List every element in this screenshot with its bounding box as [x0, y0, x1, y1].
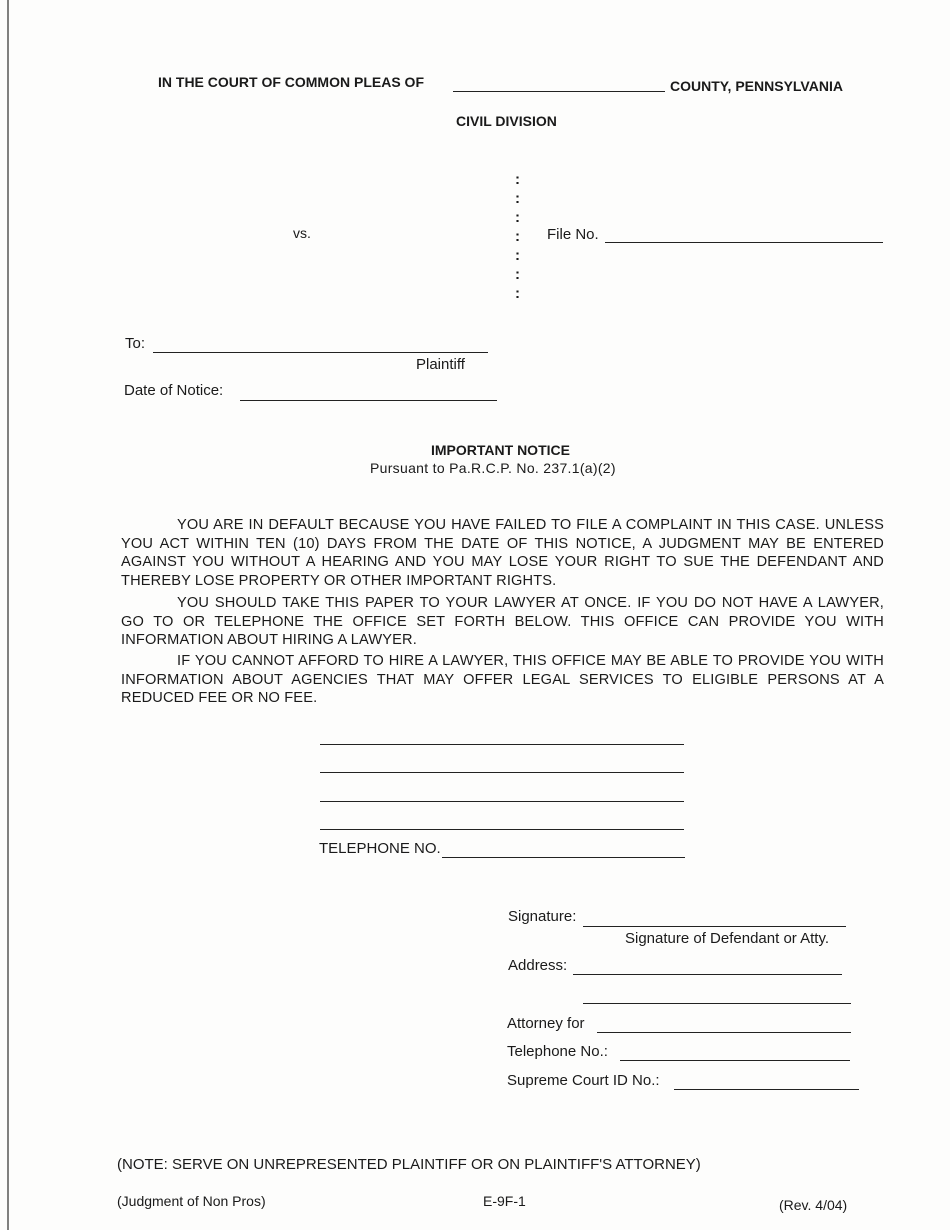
county-suffix: COUNTY, PENNSYLVANIA — [670, 78, 843, 94]
date-of-notice-label: Date of Notice: — [124, 382, 224, 399]
plaintiff-caption: Plaintiff — [416, 356, 465, 373]
address-label: Address: — [508, 957, 568, 974]
versus-label: vs. — [293, 225, 311, 241]
revision-date: (Rev. 4/04) — [779, 1197, 848, 1213]
office-address-line-1[interactable] — [320, 744, 684, 745]
supreme-court-id-field[interactable] — [674, 1089, 859, 1090]
court-prefix: IN THE COURT OF COMMON PLEAS OF — [158, 74, 424, 90]
office-address-line-4[interactable] — [320, 829, 684, 830]
service-note: (NOTE: SERVE ON UNREPRESENTED PLAINTIFF OR ON PLAINTIFF'S ATTORNEY) — [117, 1156, 701, 1173]
to-label: To: — [125, 335, 146, 352]
signature-label: Signature: — [508, 908, 577, 925]
address-field-1[interactable] — [573, 974, 842, 975]
civil-division-title: CIVIL DIVISION — [456, 113, 557, 129]
office-telephone-label: TELEPHONE NO. — [319, 840, 441, 857]
signature-field[interactable] — [583, 926, 846, 927]
form-number: E-9F-1 — [483, 1193, 526, 1209]
page-left-margin-line — [7, 0, 9, 1230]
notice-paragraph-2: YOU SHOULD TAKE THIS PAPER TO YOUR LAWYER AT ONCE. IF YOU DO NOT HAVE A LAWYER, GO TO OR TELEPHONE THE OFFICE SET FORTH BELOW. THIS OFFICE CAN PROVIDE YOU WITH INFORMATION ABOUT HIRING A LAWYER. — [121, 595, 884, 648]
office-telephone-field[interactable] — [442, 857, 685, 858]
attorney-for-label: Attorney for — [507, 1015, 585, 1032]
telephone-no-field[interactable] — [620, 1060, 850, 1061]
address-field-2[interactable] — [583, 1003, 851, 1004]
signature-caption: Signature of Defendant or Atty. — [625, 930, 830, 947]
supreme-court-id-label: Supreme Court ID No.: — [507, 1072, 660, 1089]
date-of-notice-field[interactable] — [240, 400, 497, 401]
office-address-line-3[interactable] — [320, 801, 684, 802]
file-no-label: File No. — [547, 226, 599, 243]
important-notice-title: IMPORTANT NOTICE — [431, 442, 570, 458]
notice-paragraph-3: IF YOU CANNOT AFFORD TO HIRE A LAWYER, THIS OFFICE MAY BE ABLE TO PROVIDE YOU WITH INFORMATION ABOUT AGENCIES THAT MAY OFFER LEGAL SERVICES TO ELIGIBLE PERSONS AT A REDUCED FEE OR NO FEE. — [121, 653, 884, 706]
notice-paragraph-1: YOU ARE IN DEFAULT BECAUSE YOU HAVE FAILED TO FILE A COMPLAINT IN THIS CASE. UNLESS YOU ACT WITHIN TEN (10) DAYS FROM THE DATE OF THIS NOTICE, A JUDGMENT MAY BE ENTERED AGAINST YOU WITHOUT A HEARING AND YOU MAY LOSE YOUR RIGHT TO SUE THE DEFENDANT AND THEREBY LOSE PROPERTY OR OTHER IMPORTANT RIGHTS. — [121, 517, 884, 589]
file-no-field[interactable] — [605, 242, 883, 243]
office-address-line-2[interactable] — [320, 772, 684, 773]
county-name-field[interactable] — [453, 91, 665, 92]
attorney-for-field[interactable] — [597, 1032, 851, 1033]
notice-subtitle: Pursuant to Pa.R.C.P. No. 237.1(a)(2) — [370, 460, 616, 476]
to-field[interactable] — [153, 352, 488, 353]
form-type: (Judgment of Non Pros) — [117, 1193, 266, 1209]
caption-divider-dots: : : : : : : : — [515, 171, 520, 302]
telephone-no-label: Telephone No.: — [507, 1043, 608, 1060]
